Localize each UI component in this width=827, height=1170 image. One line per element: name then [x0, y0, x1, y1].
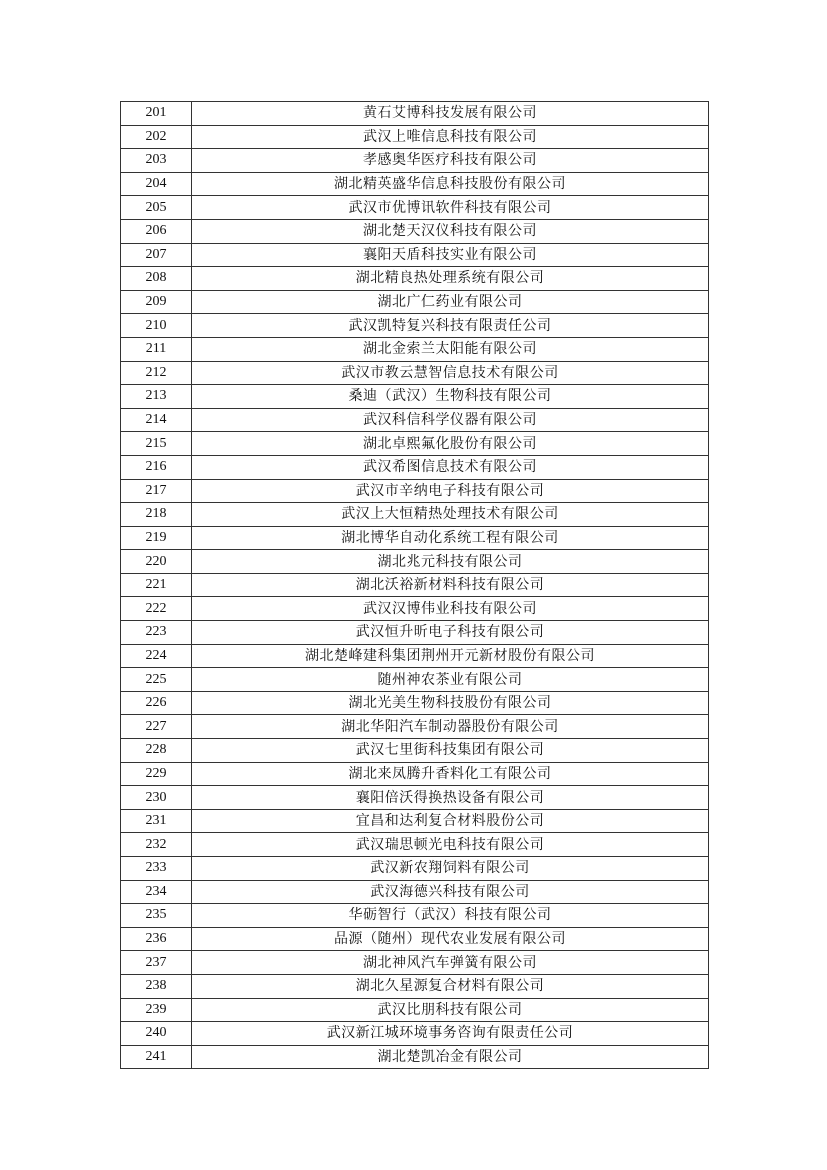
row-number: 206: [121, 219, 192, 243]
table-row: [121, 691, 709, 715]
row-number: 214: [121, 408, 192, 432]
row-number: 223: [121, 621, 192, 645]
row-number: 234: [121, 880, 192, 904]
row-number: 213: [121, 385, 192, 409]
company-name: 湖北沃裕新材料科技有限公司: [192, 573, 709, 597]
row-number: 222: [121, 597, 192, 621]
company-name: 武汉海德兴科技有限公司: [192, 880, 709, 904]
table-row: [121, 337, 709, 361]
company-name: 湖北博华自动化系统工程有限公司: [192, 526, 709, 550]
row-number: 227: [121, 715, 192, 739]
table-row: [121, 974, 709, 998]
row-number: 236: [121, 927, 192, 951]
company-name: 武汉市优博讯软件科技有限公司: [192, 196, 709, 220]
row-number: 235: [121, 904, 192, 928]
company-name: 湖北华阳汽车制动器股份有限公司: [192, 715, 709, 739]
company-name: 湖北久星源复合材料有限公司: [192, 974, 709, 998]
row-number: 208: [121, 267, 192, 291]
table-row: [121, 267, 709, 291]
table-row: [121, 786, 709, 810]
company-name: 武汉上唯信息科技有限公司: [192, 125, 709, 149]
table-row: [121, 361, 709, 385]
table-row: [121, 243, 709, 267]
company-name: 湖北广仁药业有限公司: [192, 290, 709, 314]
row-number: 220: [121, 550, 192, 574]
row-number: 224: [121, 644, 192, 668]
row-number: 225: [121, 668, 192, 692]
row-number: 230: [121, 786, 192, 810]
table-row: [121, 455, 709, 479]
row-number: 219: [121, 526, 192, 550]
table-row: [121, 668, 709, 692]
table-row: [121, 904, 709, 928]
table-row: [121, 621, 709, 645]
row-number: 240: [121, 1022, 192, 1046]
row-number: 231: [121, 809, 192, 833]
company-name: 襄阳天盾科技实业有限公司: [192, 243, 709, 267]
row-number: 237: [121, 951, 192, 975]
company-name: 宜昌和达利复合材料股份公司: [192, 809, 709, 833]
table-row: [121, 314, 709, 338]
company-name: 武汉凯特复兴科技有限责任公司: [192, 314, 709, 338]
table-row: [121, 172, 709, 196]
row-number: 233: [121, 857, 192, 881]
company-name: 武汉上大恒精热处理技术有限公司: [192, 503, 709, 527]
row-number: 212: [121, 361, 192, 385]
company-name: 武汉新江城环境事务咨询有限责任公司: [192, 1022, 709, 1046]
table-row: [121, 219, 709, 243]
company-name: 品源（随州）现代农业发展有限公司: [192, 927, 709, 951]
company-name: 湖北楚峰建科集团荆州开元新材股份有限公司: [192, 644, 709, 668]
row-number: 207: [121, 243, 192, 267]
row-number: 211: [121, 337, 192, 361]
table-row: [121, 880, 709, 904]
table-row: [121, 408, 709, 432]
company-name: 湖北精英盛华信息科技股份有限公司: [192, 172, 709, 196]
company-name: 湖北兆元科技有限公司: [192, 550, 709, 574]
company-name: 随州神农茶业有限公司: [192, 668, 709, 692]
company-name: 武汉恒升昕电子科技有限公司: [192, 621, 709, 645]
table-row: [121, 715, 709, 739]
company-name: 武汉新农翔饲料有限公司: [192, 857, 709, 881]
table-row: [121, 1045, 709, 1069]
company-name: 湖北来凤腾升香料化工有限公司: [192, 762, 709, 786]
company-name: 武汉科信科学仪器有限公司: [192, 408, 709, 432]
row-number: 228: [121, 739, 192, 763]
company-name: 武汉市辛纳电子科技有限公司: [192, 479, 709, 503]
company-name: 武汉市教云慧智信息技术有限公司: [192, 361, 709, 385]
table-row: [121, 503, 709, 527]
table-row: [121, 833, 709, 857]
row-number: 204: [121, 172, 192, 196]
table-row: [121, 927, 709, 951]
table-row: [121, 125, 709, 149]
row-number: 209: [121, 290, 192, 314]
table-row: [121, 290, 709, 314]
company-name: 黄石艾博科技发展有限公司: [192, 102, 709, 126]
company-name: 孝感奥华医疗科技有限公司: [192, 149, 709, 173]
table-row: [121, 385, 709, 409]
table-row: [121, 149, 709, 173]
row-number: 205: [121, 196, 192, 220]
row-number: 210: [121, 314, 192, 338]
company-name: 湖北金索兰太阳能有限公司: [192, 337, 709, 361]
company-name: 湖北精良热处理系统有限公司: [192, 267, 709, 291]
company-name: 武汉瑞思顿光电科技有限公司: [192, 833, 709, 857]
row-number: 221: [121, 573, 192, 597]
table-row: [121, 526, 709, 550]
row-number: 216: [121, 455, 192, 479]
table-row: [121, 951, 709, 975]
row-number: 229: [121, 762, 192, 786]
table-row: [121, 597, 709, 621]
company-name: 湖北楚天汉仪科技有限公司: [192, 219, 709, 243]
company-name: 桑迪（武汉）生物科技有限公司: [192, 385, 709, 409]
row-number: 201: [121, 102, 192, 126]
row-number: 203: [121, 149, 192, 173]
row-number: 239: [121, 998, 192, 1022]
company-name: 襄阳倍沃得换热设备有限公司: [192, 786, 709, 810]
row-number: 238: [121, 974, 192, 998]
table-row: [121, 809, 709, 833]
company-name: 华砺智行（武汉）科技有限公司: [192, 904, 709, 928]
company-name: 湖北楚凯冶金有限公司: [192, 1045, 709, 1069]
row-number: 217: [121, 479, 192, 503]
row-number: 202: [121, 125, 192, 149]
row-number: 226: [121, 691, 192, 715]
table-row: [121, 196, 709, 220]
table-row: [121, 432, 709, 456]
company-name: 武汉汉博伟业科技有限公司: [192, 597, 709, 621]
table-row: [121, 739, 709, 763]
company-list-body: [121, 102, 709, 1069]
company-name: 湖北神风汽车弹簧有限公司: [192, 951, 709, 975]
company-name: 武汉七里街科技集团有限公司: [192, 739, 709, 763]
table-row: [121, 1022, 709, 1046]
row-number: 218: [121, 503, 192, 527]
table-row: [121, 479, 709, 503]
company-name: 武汉希图信息技术有限公司: [192, 455, 709, 479]
company-name: 湖北卓熙氟化股份有限公司: [192, 432, 709, 456]
table-row: [121, 762, 709, 786]
table-row: [121, 102, 709, 126]
table-row: [121, 857, 709, 881]
row-number: 215: [121, 432, 192, 456]
company-list-table: [120, 101, 709, 1069]
table-row: [121, 998, 709, 1022]
company-name: 湖北光美生物科技股份有限公司: [192, 691, 709, 715]
company-name: 武汉比朋科技有限公司: [192, 998, 709, 1022]
row-number: 241: [121, 1045, 192, 1069]
table-row: [121, 573, 709, 597]
row-number: 232: [121, 833, 192, 857]
table-row: [121, 550, 709, 574]
table-row: [121, 644, 709, 668]
